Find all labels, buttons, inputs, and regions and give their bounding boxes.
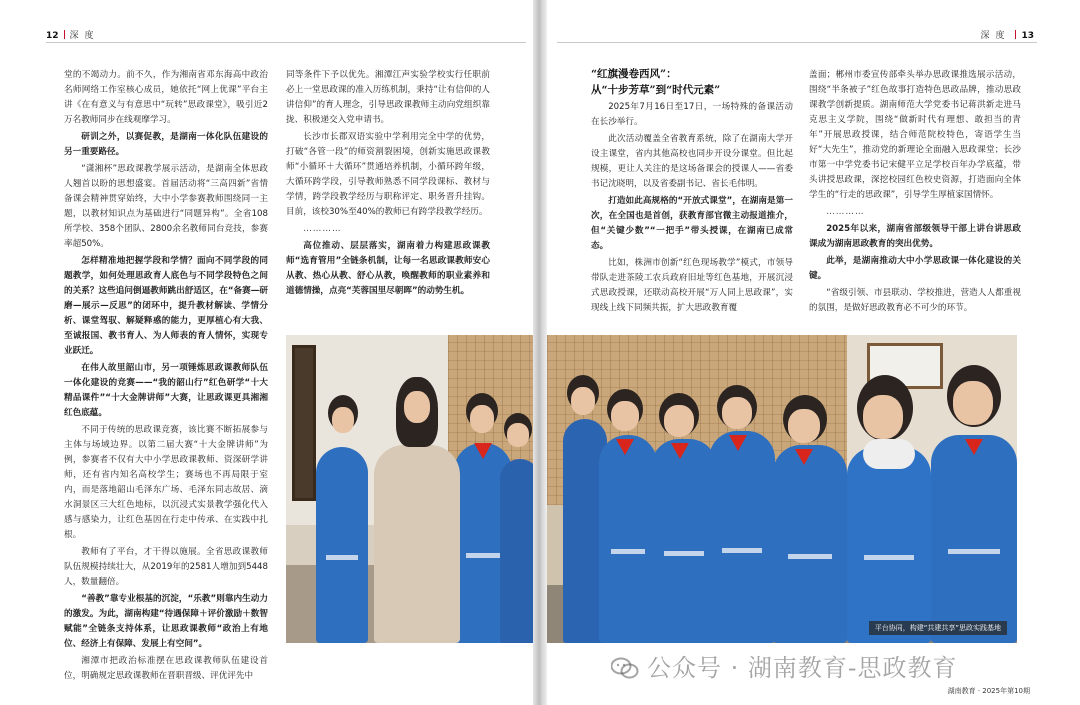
paragraph: 长沙市长郡双语实验中学利用完全中学的优势，打破“各管一段”的师资割裂困境，创新实施思政课教师“小循环＋大循环”贯通培养机制，小循环跨年级，大循环跨学段，引导教师熟悉不同学段课标、教材与学情，跨学段教学经历与职称评定、职务晋升挂钩。目前，该校30%至40%的教师已有跨学段教学经历。 <box>286 132 490 217</box>
section-subheading <box>591 66 793 98</box>
student <box>847 447 931 643</box>
paragraph: 盖面；郴州市委宣传部牵头举办思政课推选展示活动，围绕“半条被子”红色故事打造特色思政品牌，推动思政课教学创新提质。湖南师范大学党委书记蒋洪新走进马克思主义学院，围绕“做新时代有理想、敢担当的青年”开展思政授课，结合师范院校特色，寄语学生当好“大先生”，推动党的新理论全面融入思政课堂；长沙市第一中学党委书记宋健平立足学校百年办学底蕴，带头讲授思政课，深挖校园红色校史资源，打造面向全体学生的“行走的思政课”，引导学生厚植家国情怀。 <box>809 70 1021 200</box>
paragraph: 研训之外，以赛促教，是湖南一体化队伍建设的另一重要路径。 <box>64 132 268 157</box>
right-header-rule <box>557 42 1037 43</box>
right-section-name: 深度 <box>980 31 1011 41</box>
student-face <box>863 395 903 439</box>
paragraph: 2025年以来，湖南省部级领导干部上讲台讲思政课成为湖南思政教育的突出优势。 <box>809 224 1021 249</box>
student-face <box>664 405 694 437</box>
subheading-line-2: 从“十步芳草”到“时代元素” <box>591 84 721 96</box>
left-column-1 <box>64 68 268 686</box>
student-face <box>953 381 993 425</box>
photo-left-half <box>286 335 533 643</box>
right-running-head <box>980 28 1034 41</box>
wechat-watermark <box>611 648 958 683</box>
student-face <box>722 397 752 429</box>
right-column-2 <box>809 68 1021 318</box>
paragraph: 高位推动、层层落实，湖南着力构建思政课教师“选育管用”全链条机制，让每一名思政课教师安心从教、热心从教、舒心从教，唤醒教师的职业素养和道德情操，点亮“芙蓉国里尽朝晖”的动势生机。 <box>286 241 490 296</box>
red-scarf <box>671 443 689 459</box>
student <box>931 435 1017 643</box>
teacher-coat <box>374 445 460 643</box>
red-scarf <box>965 439 983 455</box>
student-face <box>571 387 595 415</box>
student-face <box>332 407 354 433</box>
student-face <box>507 423 529 447</box>
paragraph: 湘潭市把政治标准摆在思政课教师队伍建设首位，明确规定思政课教师在晋职晋级、评优评先中 <box>64 656 268 681</box>
paragraph: 打造如此高规格的“开放式课堂”，在湖南是第一次，在全国也是首创，获教育部官微主动报道推介，但“关键少数”“一把手”带头授课，在湖南已成常态。 <box>591 196 793 251</box>
paragraph: 堂的不竭动力。前不久，作为湘南省邓东海高中政治名师网络工作室核心成员，她依托“网上优课”平台主讲《在有意义与有意思中“玩转”思政课堂》，吸引近2万名教师同步在线观摩学习。 <box>64 70 268 125</box>
book-spine <box>533 0 547 705</box>
left-column-2 <box>286 68 490 301</box>
paragraph: 教师有了平台，才干得以施展。全省思政课教师队伍规模持续壮大，从2019年的2581人增加到5448人，数量翻倍。 <box>64 547 268 587</box>
photo-right-half <box>547 335 1017 643</box>
paragraph: 不同于传统的思政课竞赛，该比赛不断拓展参与主体与场域边界。以第二届大赛“十大金牌讲师”为例，参赛者不仅有大中小学思政课教师、资深研学讲师，还有省内知名高校学生；赛场也不再局限于室内，而是落地韶山毛泽东广场、毛泽东同志故居、滴水洞景区三大红色地标，以沉浸式实景教学强化代入感与感染力，让红色基因在行走中传承、在实践中扎根。 <box>64 425 268 540</box>
paragraph: 此举，是湖南推动大中小学思政课一体化建设的关键。 <box>809 256 1021 281</box>
left-page <box>0 0 533 705</box>
head-divider <box>64 30 65 39</box>
paragraph: 此次活动覆盖全省教育系统，除了在湖南大学开设主课堂，省内其他高校也同步开设分课堂。但比起规模，更让人关注的是这场备课会的授课人——省委书记沈晓明，以及省委副书记、省长毛伟明。 <box>591 134 793 189</box>
student <box>500 459 533 643</box>
red-scarf <box>616 439 634 455</box>
right-column-1 <box>591 66 793 318</box>
paragraph: “善教”靠专业根基的沉淀，“乐教”则靠内生动力的激发。为此，湖南构建“待遇保障＋评价激励＋数智赋能”全链条支持体系，让思政课教师“政治上有地位、经济上有保障、发展上有空间”。 <box>64 594 268 649</box>
student <box>773 445 847 643</box>
left-header-rule <box>46 42 526 43</box>
display-frame <box>292 345 316 501</box>
student <box>651 439 717 643</box>
red-scarf <box>729 435 747 451</box>
paragraph: 比如，株洲市创新“红色现场教学”模式，市领导带队走进茶陵工农兵政府旧址等红色基地，开展沉浸式思政授课，还联动高校开展“万人同上思政课”，实现线上线下同频共振，扩大思政教育覆 <box>591 258 793 313</box>
photo-caption: 平台协同，构建“共建共享”思政实践基地 <box>869 621 1007 635</box>
right-page <box>547 0 1080 705</box>
paragraph: 2025年7月16日至17日，一场特殊的备课活动在长沙举行。 <box>591 102 793 127</box>
section-break-dots: ………… <box>826 207 865 217</box>
student <box>709 431 775 643</box>
paragraph: “省级引领、市县联动、学校推进，营造人人都重视的氛围，是做好思政教育必不可少的环节。 <box>809 288 1021 313</box>
paragraph: “潇湘杯”思政课教学展示活动，是湖南全体思政人翘首以盼的思想盛宴。首届活动将“三高四新”省情备课会精神贯穿始终，大中小学参赛教师围绕同一主题，以教材知识点为基础进行“同题异构”。全省108所学校、358个团队、2800余名教师同台竞技，参赛率超50%。 <box>64 164 268 249</box>
wechat-icon <box>611 657 639 679</box>
student <box>599 435 657 643</box>
subheading-line-1: “红旗漫卷西风”： <box>591 68 677 80</box>
student-face <box>470 405 494 433</box>
paragraph: 在伟人故里韶山市，另一项锤炼思政课教师队伍一体化建设的竞赛——“我的韶山行”红色研学“十大精品课件”“十大金牌讲师”大赛，让思政课更具湘湘红色底蕴。 <box>64 363 268 418</box>
paragraph: 怎样精准地把握学段和学情？面向不同学段的同题教学，如何处理思政育人底色与不同学段特色之间的关系？这些追问倒逼教师跳出舒适区，在“备赛—研磨—展示—反思”的闭环中，提升教材解读、学情分析、课堂驾驭、解疑释惑的能力，更厚植心有大我、至诚报国、教书育人、为人师表的育人情怀，实现专业跃迁。 <box>64 256 268 356</box>
head-divider <box>1015 30 1016 39</box>
left-page-number: 12 <box>46 31 59 41</box>
white-hood <box>863 439 915 469</box>
student-face <box>788 409 820 443</box>
left-running-head <box>46 28 100 41</box>
left-section-name: 深度 <box>69 31 100 41</box>
student-face <box>611 401 639 431</box>
section-break-dots: ………… <box>303 224 342 234</box>
watermark-text: 公众号 · 湖南教育-思政教育 <box>647 654 958 682</box>
student <box>316 447 368 643</box>
teacher-face <box>404 391 430 423</box>
red-scarf <box>795 449 813 465</box>
red-scarf <box>474 443 492 459</box>
right-page-number: 13 <box>1021 31 1034 41</box>
paragraph: 同等条件下予以优先。湘潭江声实验学校实行任职前必上一堂思政课的准入历练机制，秉持“让有信仰的人讲信仰”的育人理念，引导思政课教师主动向党组织靠拢、积极递交入党申请书。 <box>286 70 490 125</box>
page-footer: 湖南教育 · 2025年第10期 <box>947 687 1030 695</box>
